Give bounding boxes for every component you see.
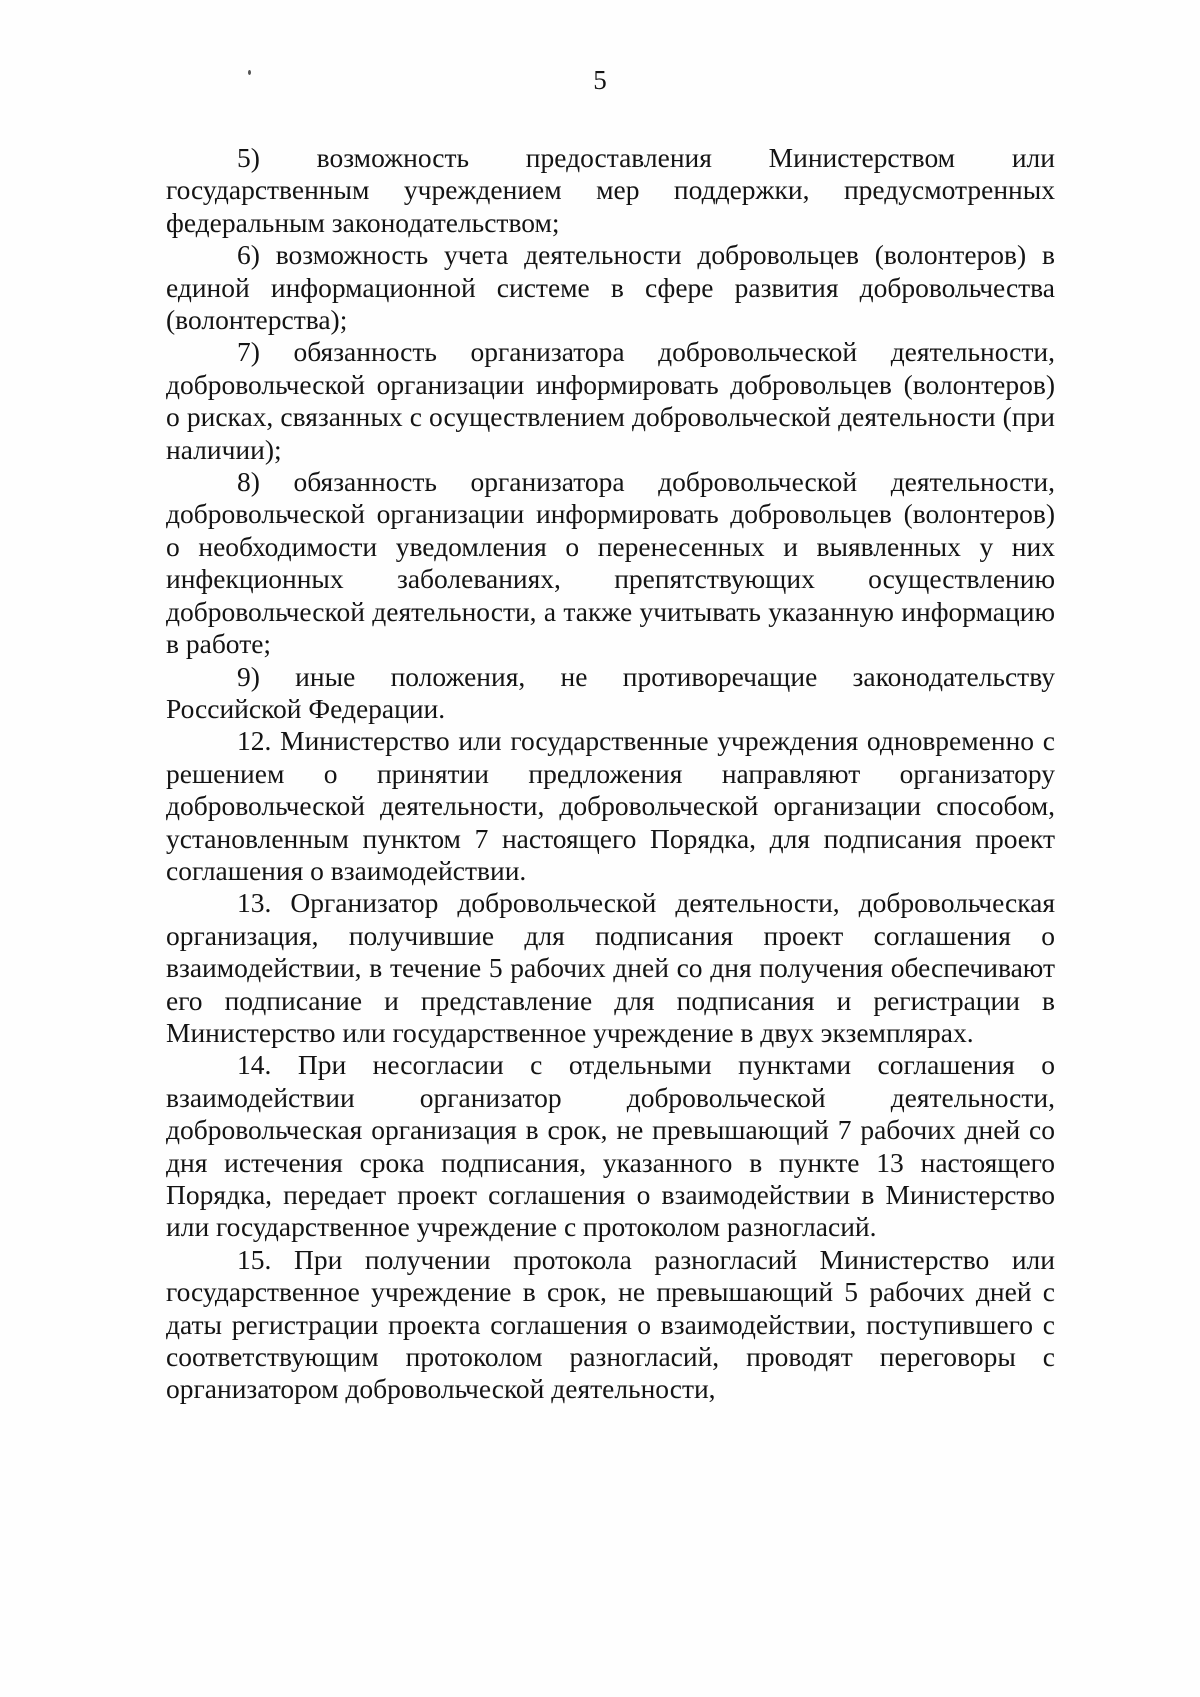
text-line: Российской Федерации. <box>166 692 446 724</box>
text-line: организации способом, установленным пунктом 7 настоящего <box>166 790 1056 854</box>
paragraph <box>166 661 1055 726</box>
document-body <box>166 142 1055 1406</box>
scan-artifact <box>248 70 251 75</box>
text-line: настоящего Порядка, передает проект соглашения о взаимодействии <box>166 1146 1055 1210</box>
text-line: 15. При получении протокола разногласий Министерство <box>237 1243 990 1275</box>
text-line: разногласий. <box>726 1211 877 1243</box>
paragraph <box>166 725 1055 887</box>
text-line: и выявленных у них инфекционных заболеваниях, препятствующих <box>166 530 1055 595</box>
text-line: добровольческая организация в срок, не превышающий 7 рабочих <box>166 1114 956 1146</box>
text-line: 7) обязанность организатора добровольческой деятельности, <box>237 336 1055 368</box>
paragraph <box>166 466 1055 660</box>
text-line: (волонтерства); <box>166 304 348 336</box>
text-line: указанную информацию в работе; <box>166 595 1055 660</box>
text-line: и регистрации в Министерство или государственное учреждение <box>166 984 1055 1048</box>
text-line: обеспечивают его подписание и представление для подписания <box>166 952 1056 1016</box>
text-line: 9) иные положения, не противоречащие законодательству <box>237 660 1055 692</box>
text-line: или государственное учреждение в срок, не превышающий 5 рабочих <box>166 1243 1056 1308</box>
text-line: о взаимодействии, в течение 5 рабочих дней со дня получения <box>166 919 1056 984</box>
text-line: поступившего с соответствующим протоколом разногласий, проводят <box>166 1308 1055 1373</box>
paragraph <box>166 1244 1055 1406</box>
paragraph <box>166 336 1055 466</box>
text-line: одновременно с решением о принятии предложения направляют <box>166 725 1056 789</box>
paragraph <box>166 239 1055 336</box>
text-line: добровольческой организации информировать добровольцев <box>166 498 892 530</box>
text-line: осуществлению добровольческой деятельности, а также учитывать <box>166 563 1056 627</box>
paragraph <box>166 887 1055 1049</box>
text-line: (волонтеров) о рисках, связанных с осуществлением добровольческой <box>166 368 1055 433</box>
text-line: (волонтеров) о необходимости уведомления о перенесенных <box>166 498 1055 562</box>
text-line: о взаимодействии организатор добровольческой деятельности, <box>166 1049 1056 1113</box>
text-line: деятельности (при наличии); <box>166 401 1056 465</box>
page-number: 5 <box>593 65 607 95</box>
text-line: 12. Министерство или государственные учреждения <box>237 725 859 757</box>
text-line: 14. При несогласии с отдельными пунктами соглашения <box>237 1049 1015 1081</box>
paragraph <box>166 142 1055 239</box>
text-line: предусмотренных федеральным законодательством; <box>166 174 1055 238</box>
text-line: в единой информационной системе в сфере развития добровольчества <box>166 239 1056 303</box>
text-line: организация, получившие для подписания проект соглашения <box>166 919 1011 951</box>
text-line: добровольческой организации информировать добровольцев <box>166 368 892 400</box>
text-line: 6) возможность учета деятельности добровольцев (волонтеров) <box>237 239 1027 271</box>
text-line: 8) обязанность организатора добровольческой деятельности, <box>237 466 1055 498</box>
paragraph <box>166 1049 1055 1243</box>
text-line: в двух экземплярах. <box>740 1016 974 1048</box>
text-line: дней с даты регистрации проекта соглашения о взаимодействии, <box>166 1276 1056 1340</box>
text-line: 13. Организатор добровольческой деятельности, добровольческая <box>237 887 1055 919</box>
text-line: Порядка, для подписания проект соглашения о взаимодействии. <box>166 822 1056 886</box>
text-line: или государственным учреждением мер поддержки, <box>166 142 1055 206</box>
text-line: переговоры с организатором добровольческой деятельности, <box>166 1341 1055 1405</box>
text-line: 5) возможность предоставления Министерством <box>237 142 956 173</box>
text-line: в Министерство или государственное учреждение с протоколом <box>166 1179 1055 1243</box>
text-line: дней со дня истечения срока подписания, указанного в пункте 13 <box>166 1114 1056 1178</box>
text-line: организатору добровольческой деятельности, добровольческой <box>166 757 1055 822</box>
